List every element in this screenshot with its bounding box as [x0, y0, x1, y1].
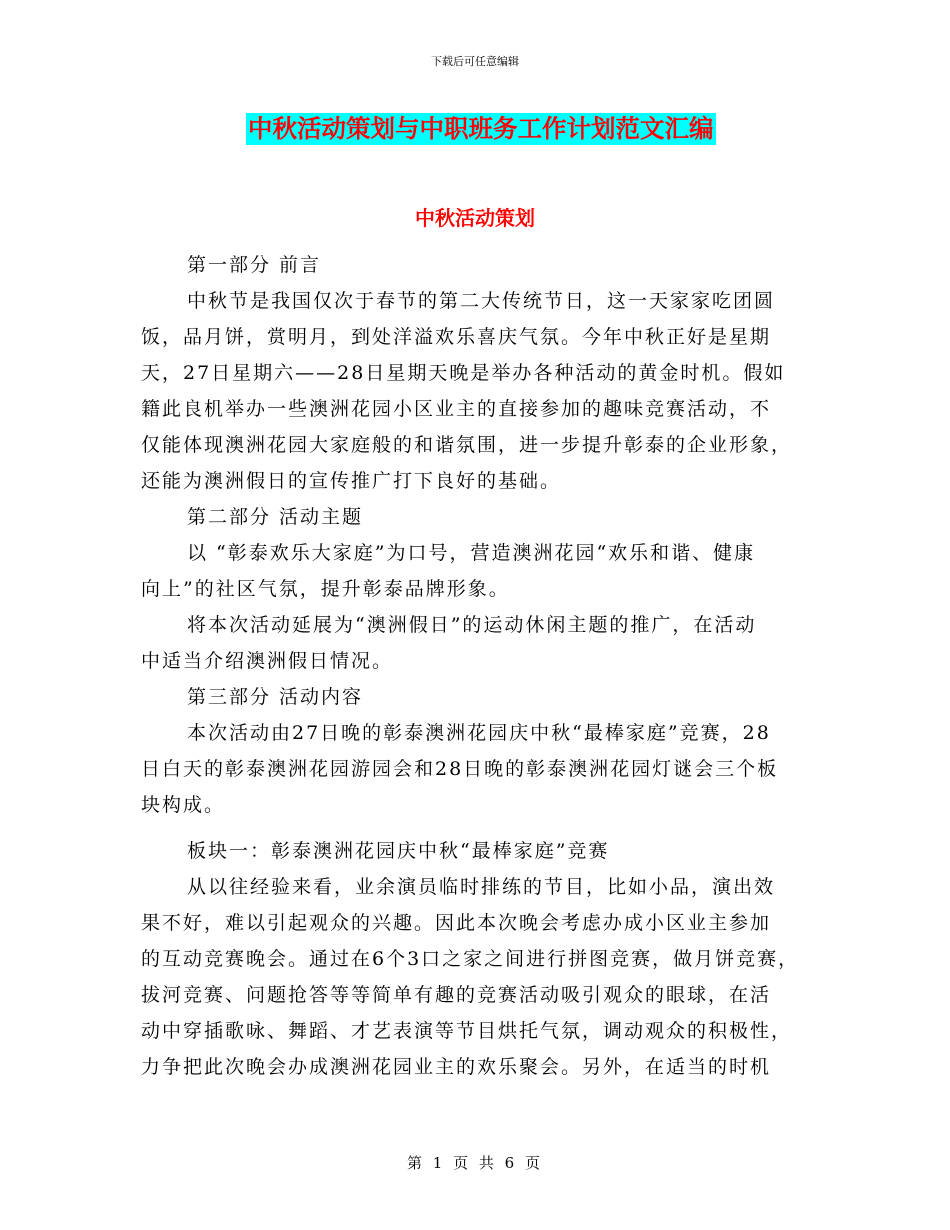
- paragraph-line: 力争把此次晚会办成澳洲花园业主的欢乐聚会。另外，在适当的时机: [141, 1056, 772, 1078]
- paragraph-line: 拔河竞赛、问题抢答等等简单有趣的竞赛活动吸引观众的眼球，在活: [141, 984, 772, 1006]
- heading-part-three: 第三部分 活动内容: [187, 686, 364, 708]
- paragraph-line: 向上”的社区气氛，提升彰泰品牌形象。: [141, 578, 510, 600]
- heading-block-one: 板块一：彰泰澳洲花园庆中秋“最棒家庭”竞赛: [187, 840, 610, 862]
- paragraph-line: 以 “彰泰欢乐大家庭”为口号，营造澳洲花园“欢乐和谐、健康: [187, 542, 756, 564]
- paragraph-line: 仅能体现澳洲花园大家庭般的和谐氛围，进一步提升彰泰的企业形象，: [141, 434, 793, 456]
- page-footer: 第 1 页 共 6 页: [407, 1154, 543, 1172]
- heading-part-one: 第一部分 前言: [187, 254, 322, 276]
- paragraph-line: 日白天的彰泰澳洲花园游园会和28日晚的彰泰澳洲花园灯谜会三个板: [141, 758, 779, 780]
- paragraph-line: 本次活动由27日晚的彰泰澳洲花园庆中秋“最棒家庭”竞赛，28: [187, 722, 771, 744]
- section-title: 中秋活动策划: [415, 206, 535, 230]
- paragraph-line: 籍此良机举办一些澳洲花园小区业主的直接参加的趣味竞赛活动，不: [141, 398, 772, 420]
- page-header-note: 下载后可任意编辑: [431, 55, 519, 68]
- paragraph-line: 果不好，难以引起观众的兴趣。因此本次晚会考虑办成小区业主参加: [141, 912, 772, 934]
- paragraph-line: 中适当介绍澳洲假日情况。: [141, 650, 394, 672]
- heading-part-two: 第二部分 活动主题: [187, 506, 364, 528]
- paragraph-line: 动中穿插歌咏、舞蹈、才艺表演等节目烘托气氛，调动观众的积极性，: [141, 1020, 793, 1042]
- paragraph-line: 块构成。: [141, 794, 226, 816]
- paragraph-line: 的互动竞赛晚会。通过在6个3口之家之间进行拼图竞赛，做月饼竞赛，: [141, 948, 800, 970]
- paragraph-line: 中秋节是我国仅次于春节的第二大传统节日，这一天家家吃团圆: [187, 290, 776, 312]
- paragraph-line: 天，27日星期六——28日星期天晚是举办各种活动的黄金时机。假如: [141, 362, 786, 384]
- paragraph-line: 还能为澳洲假日的宣传推广打下良好的基础。: [141, 470, 562, 492]
- paragraph-line: 从以往经验来看，业余演员临时排练的节目，比如小品，演出效: [187, 876, 776, 898]
- paragraph-line: 将本次活动延展为“澳洲假日”的运动休闲主题的推广，在活动: [187, 614, 757, 636]
- paragraph-line: 饭，品月饼，赏明月，到处洋溢欢乐喜庆气氛。今年中秋正好是星期: [141, 326, 772, 348]
- document-title: 中秋活动策划与中职班务工作计划范文汇编: [248, 114, 714, 143]
